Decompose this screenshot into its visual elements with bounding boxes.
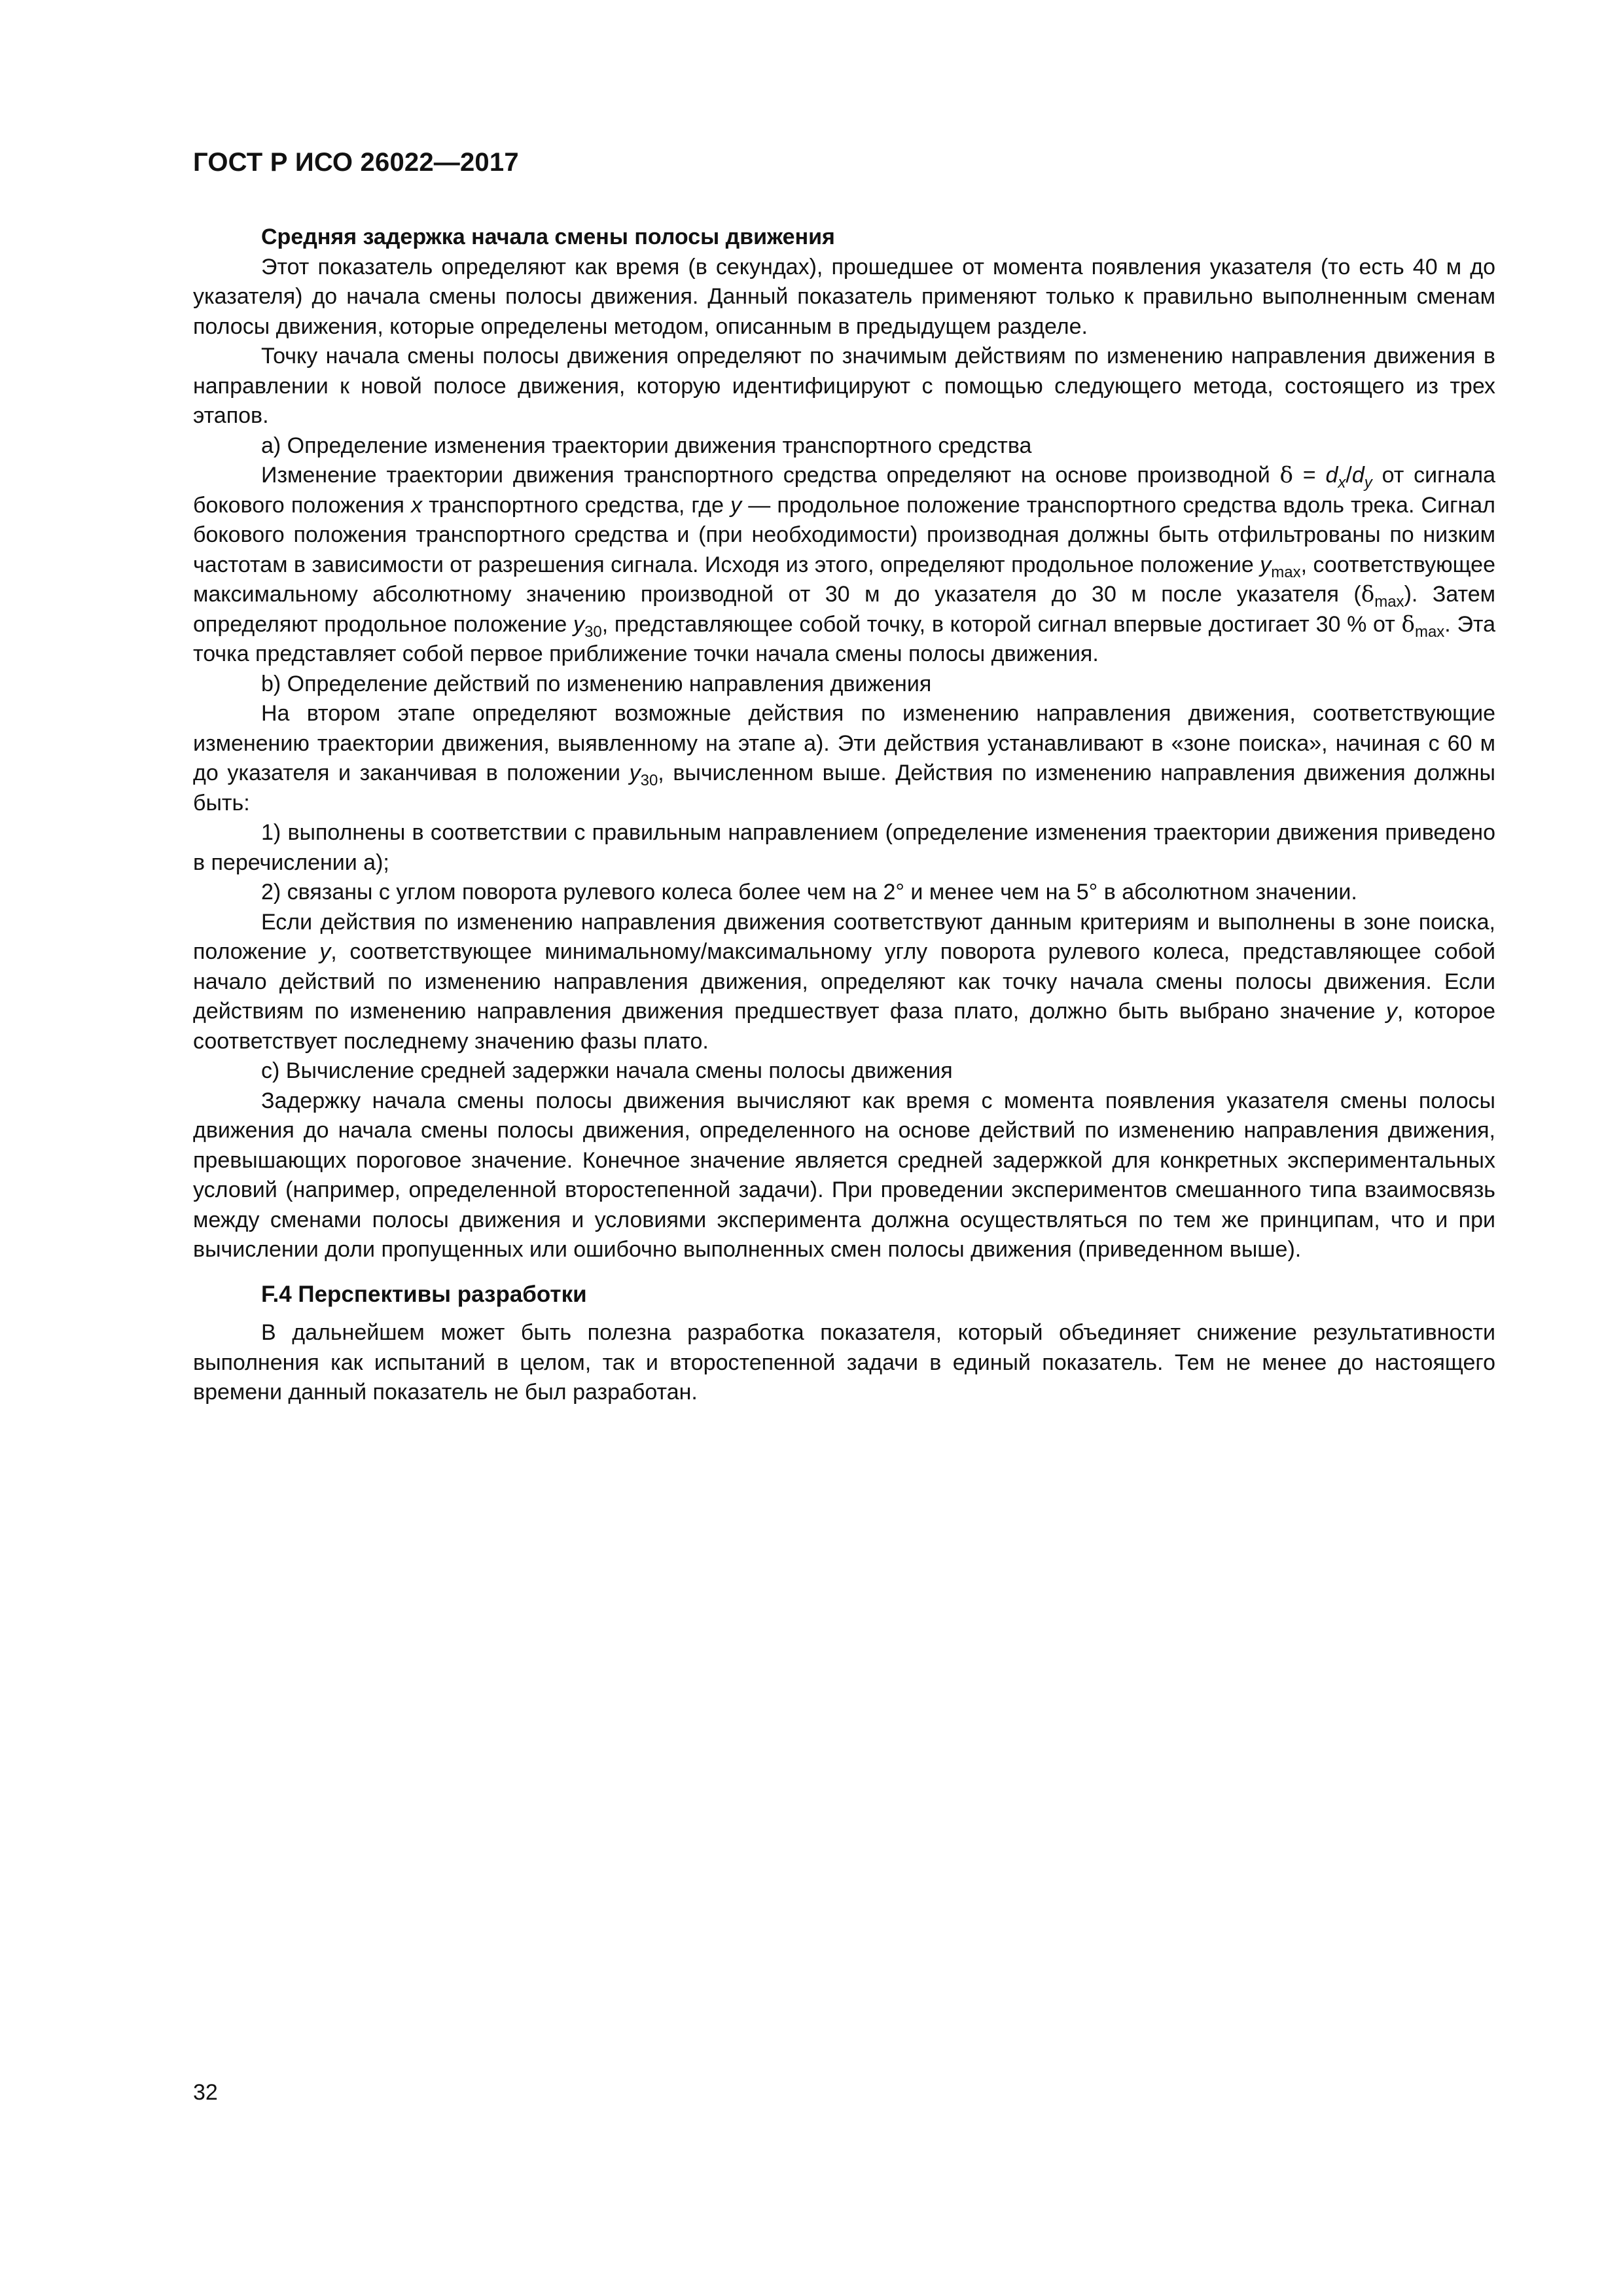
document-body <box>193 223 1495 1408</box>
page-number: 32 <box>193 2080 218 2105</box>
list-item-2: 2) связаны с углом поворота рулевого колеса более чем на 2° и менее чем на 5° в абсолютном значении. <box>261 880 1357 905</box>
paragraph-delay-calculation: Задержку начала смены полосы движения вычисляют как время с момента появления указателя смены полосы движения до начала смены полосы движения, определенного на основе действий по изменению направления движения, превышающих пороговое значение. Конечное значение является средней задержкой для конкретных экспериментальных условий (например, определенной второстепенной задачи). При проведении экспериментов смешанного типа взаимосвязь между сменами полосы движения и условиями эксперимента должна осуществляться по тем же принципам, что и при вычислении доли пропущенных или ошибочно выполненных смен полосы движения (приведенном выше). <box>193 1088 1495 1262</box>
paragraph-start-point: Точку начала смены полосы движения определяют по значимым действиям по изменению направления движения в направлении к новой полосе движения, которую идентифицируют с помощью следующего метода, состоящего из трех этапов. <box>193 344 1495 428</box>
item-c-heading: c) Вычисление средней задержки начала смены полосы движения <box>261 1058 953 1083</box>
paragraph-future-work: В дальнейшем может быть полезна разработка показателя, который объединяет снижение результативности выполнения как испытаний в целом, так и второстепенной задачи в единый показатель. Тем не менее до настоящего времени данный показатель не был разработан. <box>193 1320 1495 1405</box>
standard-header: ГОСТ Р ИСО 26022—2017 <box>193 148 519 177</box>
paragraph-definition: Этот показатель определяют как время (в секундах), прошедшее от момента появления указателя (то есть 40 м до указателя) до начала смены полосы движения. Данный показатель применяют только к правильно выполненным сменам полосы движения, которые определены методом, описанным в предыдущем разделе. <box>193 254 1495 339</box>
paragraph-trajectory: Изменение траектории движения транспортного средства определяют на основе производной $\delta = d_x/d_y$ от сигнала бокового положения x транспортного средства, где y — продольное положение транспортного средства вдоль трека. Сигнал бокового положения транспортного средства и (при необходимости) производная должны быть отфильтрованы по низким частотам в зависимости от разрешения сигнала. Исходя из этого, определяют продольное положение $y_{max}$, соответствующее максимальному абсолютному значению производной от 30 м до указателя до 30 м после указателя $(\delta_{max})$. Затем определяют продольное положение $y_{30}$, представляющее собой точку, в которой сигнал впервые достигает 30 % от $\delta_{max}$. Эта точка представляет собой первое приближение точки начала смены полосы движения. <box>193 462 1496 666</box>
subheading-lane-change-delay: Средняя задержка начала смены полосы движения <box>261 224 835 249</box>
list-item-1: 1) выполнены в соответствии с правильным направлением (определение изменения траектории движения приведено в перечислении a); <box>193 820 1495 875</box>
item-a-heading: a) Определение изменения траектории движения транспортного средства <box>261 433 1032 458</box>
item-b-heading: b) Определение действий по изменению направления движения <box>261 671 932 696</box>
section-heading-f4: F.4 Перспективы разработки <box>261 1281 587 1307</box>
delta-symbol: δ <box>1279 462 1293 488</box>
paragraph-steering-actions: На втором этапе определяют возможные действия по изменению направления движения, соответствующие изменению траектории движения, выявленному на этапе a). Эти действия устанавливают в «зоне поиска», начиная с 60 м до указателя и заканчивая в положении $y_{30}$, вычисленном выше. Действия по изменению направления движения должны быть: <box>193 701 1495 816</box>
paragraph-search-zone: Если действия по изменению направления движения соответствуют данным критериям и выполнены в зоне поиска, положение y, соответствующее минимальному/максимальному углу поворота рулевого колеса, представляющее собой начало действий по изменению направления движения, определяют как точку начала смены полосы движения. Если действиям по изменению направления движения предшествует фаза плато, должно быть выбрано значение y, которое соответствует последнему значению фазы плато. <box>193 909 1495 1054</box>
